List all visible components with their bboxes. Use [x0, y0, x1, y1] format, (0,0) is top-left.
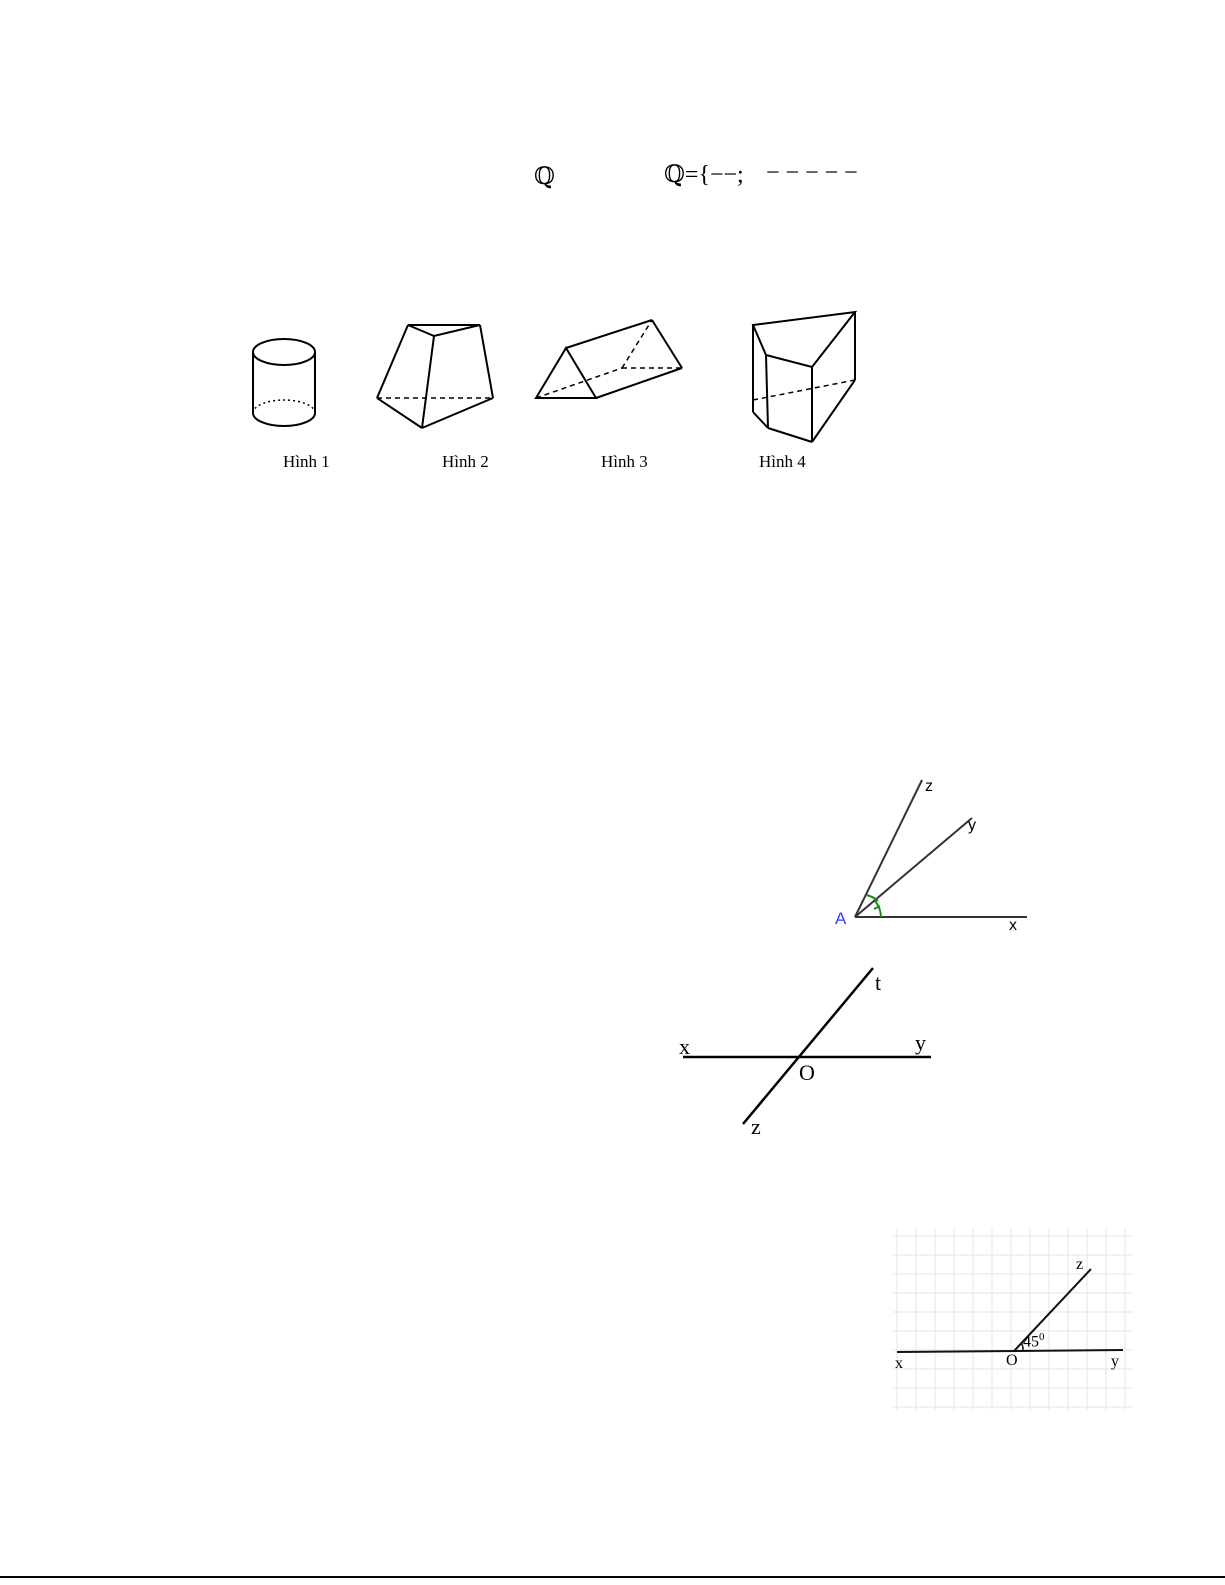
cylinder-shape: [253, 339, 315, 426]
angle-value-label: [1023, 1331, 1045, 1351]
grid-background: [893, 1228, 1133, 1410]
intersecting-lines-figure: [675, 962, 945, 1142]
label-vertex-a: A: [835, 909, 847, 928]
label-t: t: [875, 970, 882, 995]
intersecting-lines-drawing: [675, 962, 945, 1142]
grid-label-y: y: [1111, 1353, 1119, 1370]
caption-hinh-3: Hình 3: [601, 452, 648, 471]
formula-row: [0, 158, 1225, 198]
ray-ay: [855, 818, 972, 917]
grid-angle-figure: [893, 1228, 1133, 1410]
caption-hinh-1: Hình 1: [283, 452, 330, 471]
label-o: O: [799, 1060, 815, 1085]
ray-az: [855, 780, 922, 917]
page-bottom-rule: [0, 1576, 1225, 1578]
angle-unit: 0: [1039, 1331, 1045, 1343]
line-zt: [743, 968, 873, 1124]
angles-figure-a: [830, 775, 1040, 940]
label-ray-y: y: [968, 817, 976, 834]
label-ray-z: z: [925, 778, 933, 795]
grid-label-x: x: [895, 1355, 903, 1372]
angle-value: 45: [1023, 1333, 1039, 1351]
grid-label-z: z: [1076, 1256, 1084, 1273]
label-y: y: [915, 1030, 926, 1055]
rational-symbol: ℚ: [534, 164, 555, 190]
label-z: z: [751, 1114, 761, 1139]
grid-label-o: O: [1006, 1352, 1018, 1369]
frustum-shape: [377, 325, 493, 428]
angles-drawing-a: [830, 775, 1040, 940]
label-ray-x: x: [1009, 917, 1017, 934]
caption-hinh-2: Hình 2: [442, 452, 489, 471]
triangular-prism-shape: [536, 320, 682, 398]
caption-hinh-4: Hình 4: [759, 452, 806, 471]
solids-figure: [230, 300, 880, 480]
label-x: x: [679, 1034, 690, 1059]
dash-sequence: − − − − −: [766, 160, 858, 186]
rational-set-expression: ℚ={−−;: [664, 162, 744, 188]
grid-angle-drawing: [893, 1228, 1133, 1410]
upright-prism-shape: [753, 312, 855, 442]
